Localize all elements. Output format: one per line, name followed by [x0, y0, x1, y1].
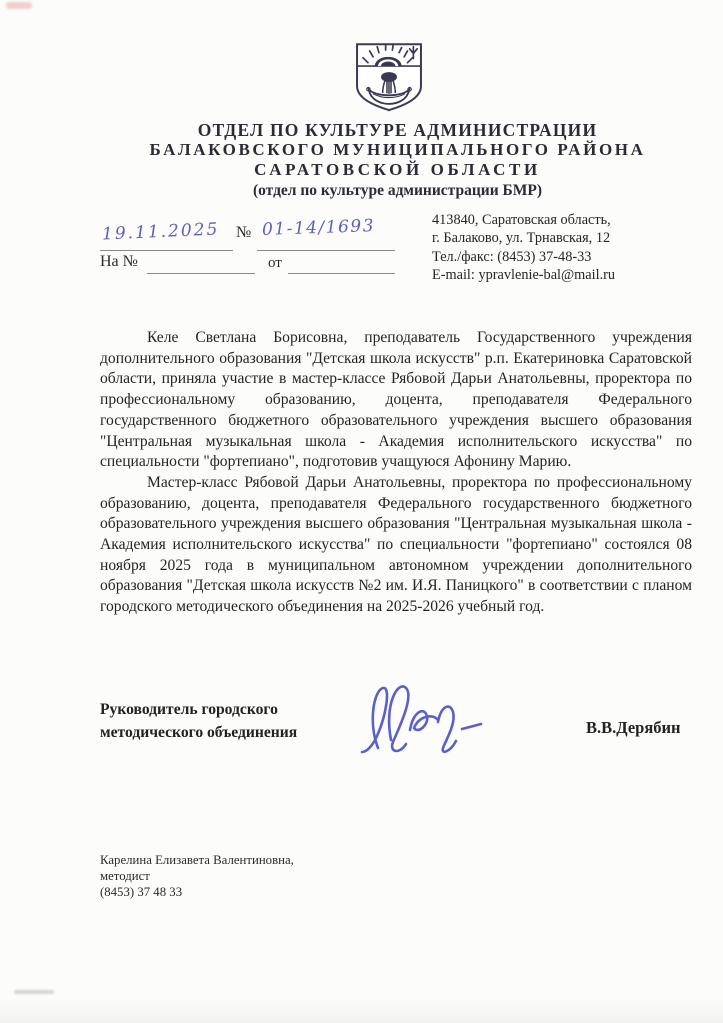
org-address-line1: 413840, Саратовская область, [432, 212, 611, 228]
executor-block [100, 853, 294, 900]
org-short-name: (отдел по культуре администрации БМР) [252, 182, 543, 199]
reply-date-underline [288, 273, 395, 274]
signatory-title [100, 699, 297, 744]
org-name-line3: САРАТОВСКОЙ ОБЛАСТИ [254, 160, 541, 179]
reply-to-label: На № [100, 253, 138, 270]
handwritten-date: 19.11.2025 [101, 219, 220, 245]
org-email: E-mail: ypravlenie-bal@mail.ru [432, 267, 616, 284]
org-address-line2: г. Балаково, ул. Трнавская, 12 [432, 230, 611, 247]
body-paragraph-2: Мастер-класс Рябовой Дарьи Анатольевны, проректора по профессиональному образованию, доцента, преподавателя Федерального государственного бюджетного образовательного учреждения высшего образования "Центральная музыкальная школа - Академия исполнительского искусства" по специальности "фортепиано" состоялся 08 ноября 2025 года в муниципальном автономном учреждении дополнительного образования "Детская школа искусств №2 им. И.Я. Паницкого" в соответствии с планом городского методического объединения на 2025-2026 учебный год. [100, 473, 692, 616]
reply-number-underline [147, 273, 255, 274]
org-name-line1: ОТДЕЛ ПО КУЛЬТУРЕ АДМИНИСТРАЦИИ [197, 120, 598, 140]
scan-artifact-top-left [6, 2, 32, 9]
letterhead [60, 120, 723, 201]
org-contact-block [432, 211, 682, 285]
signatory-name: В.В.Дерябин [586, 718, 681, 737]
scan-artifact-bottom-left [14, 990, 54, 994]
handwritten-signature-icon [348, 676, 493, 762]
reply-from-label: от [268, 255, 282, 271]
body-paragraph-1: Келе Светлана Борисовна, преподаватель Государственного учреждения дополнительного образования "Детская школа искусств" р.п. Екатериновка Саратовской области, приняла участие в мастер-классе Рябовой Дарьи Анатольевны, проректора по профессиональному образованию, доцента, преподавателя Федерального государственного бюджетного образовательного учреждения высшего образования "Центральная музыкальная школа - Академия исполнительского искусства" по специальности "фортепиано", подготовив учащуюся Афонину Марию. [100, 329, 692, 471]
letter-body [100, 328, 692, 618]
executor-name: Карелина Елизавета Валентиновна, [100, 853, 294, 867]
signatory-title-line1: Руководитель городского [100, 701, 278, 718]
handwritten-ref-number: 01-14/1693 [261, 216, 376, 240]
signatory-title-line2: методического объединения [100, 723, 298, 741]
balakovo-coat-of-arms-icon [351, 40, 427, 114]
number-underline [257, 250, 395, 251]
executor-phone: (8453) 37 48 33 [100, 884, 183, 899]
executor-role: методист [100, 868, 150, 883]
scan-noise-bottom [0, 997, 723, 1023]
org-name-line2: БАЛАКОВСКОГО МУНИЦИПАЛЬНОГО РАЙОНА [149, 140, 646, 159]
number-sign-label: № [236, 224, 252, 241]
org-phone: Тел./факс: (8453) 37-48-33 [432, 248, 592, 265]
date-underline [100, 250, 233, 251]
